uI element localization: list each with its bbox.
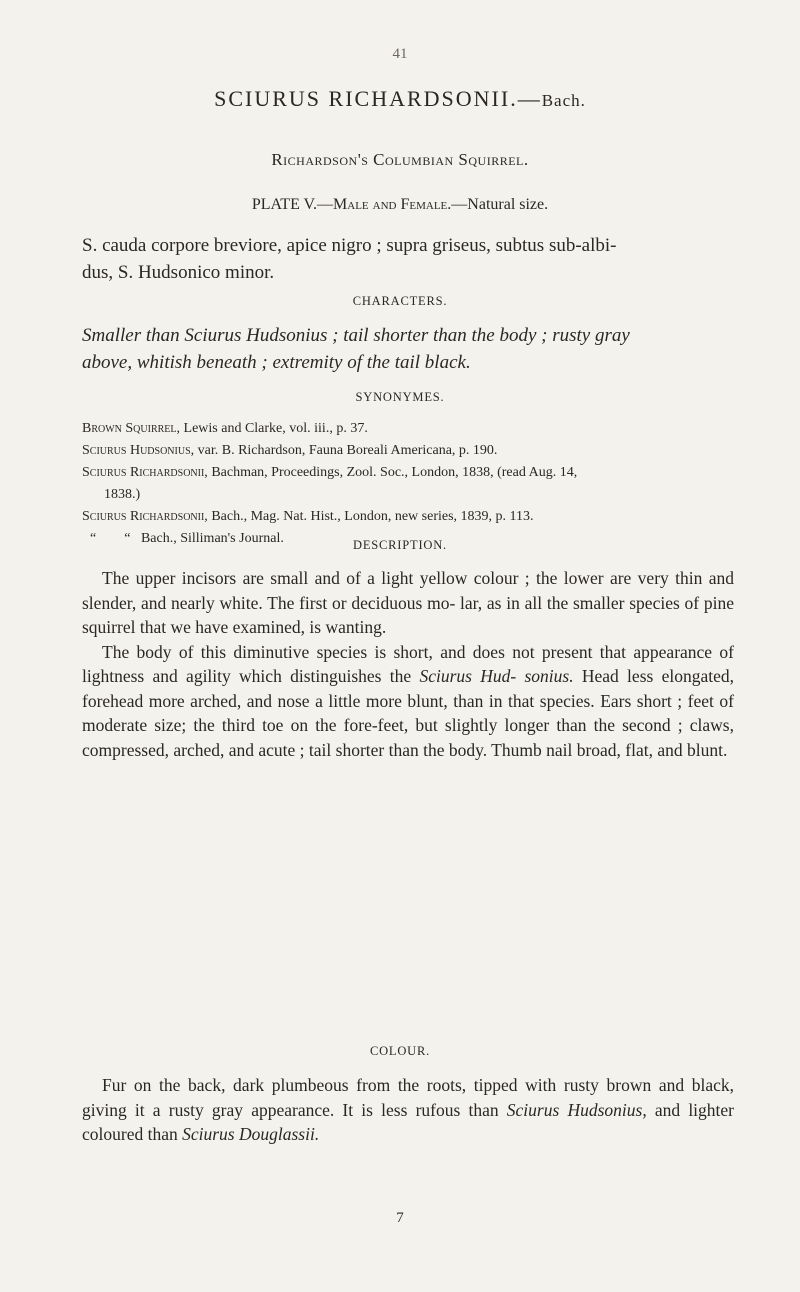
latin-description bbox=[82, 232, 734, 286]
description-paragraph bbox=[82, 640, 734, 763]
plate-size: —Natural size. bbox=[451, 196, 549, 213]
plate-dash: — bbox=[317, 196, 334, 213]
colour-paragraph bbox=[82, 1073, 734, 1147]
synonym-ref: Lewis and Clarke, vol. iii., p. 37. bbox=[183, 421, 368, 436]
synonym-ref: var. B. Richardson, Fauna Boreali Americana, p. 190. bbox=[197, 443, 498, 458]
species-name: Sciurus Douglassii. bbox=[182, 1124, 320, 1144]
synonym-continuation: 1838.) bbox=[104, 487, 141, 502]
page-number: 41 bbox=[392, 46, 408, 62]
characters-line: above, whitish beneath ; extremity of the tail black. bbox=[82, 352, 471, 373]
title-author: Bach. bbox=[541, 91, 586, 110]
synonym-name: Sciurus Richardsonii, bbox=[82, 465, 208, 480]
description-text bbox=[82, 566, 734, 762]
synonym-entry bbox=[82, 506, 742, 528]
plate-sexes: Male and Female. bbox=[333, 196, 452, 213]
synonym-name: Sciurus Richardsonii, bbox=[82, 509, 208, 524]
title-main: SCIURUS RICHARDSONII. bbox=[214, 86, 518, 111]
page-title bbox=[0, 86, 800, 112]
common-name: Richardson's Columbian Squirrel. bbox=[271, 150, 529, 169]
title-dash: — bbox=[517, 86, 542, 111]
text-run: The body of this diminutive species is short, and does not present that appearance of lightness and agility which distinguishes the bbox=[82, 641, 734, 686]
synonym-entry bbox=[82, 418, 742, 440]
text-run: and lighter coloured than bbox=[82, 1099, 735, 1144]
description-paragraph: The upper incisors are small and of a light yellow colour ; the lower are very thin and slender, and nearly white. The first or deciduous mo- lar, as in all the smaller species of pine squirrel that we have examined, is wanting. bbox=[82, 568, 734, 637]
synonym-ref: Bach., Mag. Nat. Hist., London, new series, 1839, p. 113. bbox=[211, 509, 534, 524]
latin-line: S. cauda corpore breviore, apice nigro ; supra griseus, subtus sub-albi- bbox=[82, 235, 617, 256]
synonym-ref: Bachman, Proceedings, Zool. Soc., London, 1838, (read Aug. 14, bbox=[211, 465, 578, 480]
synonymes-heading: SYNONYMES. bbox=[355, 390, 445, 404]
species-name: Sciurus Hudsonius, bbox=[506, 1099, 647, 1120]
colour-heading: COLOUR. bbox=[369, 1044, 431, 1058]
signature-mark: 7 bbox=[396, 1210, 404, 1226]
description-heading: DESCRIPTION. bbox=[353, 538, 447, 552]
plate-line bbox=[0, 196, 800, 214]
characters-heading: CHARACTERS. bbox=[352, 294, 448, 308]
synonym-ref: Bach., Silliman's Journal. bbox=[140, 531, 284, 546]
synonym-entry bbox=[82, 440, 742, 462]
synonym-name: Brown Squirrel, bbox=[82, 421, 181, 436]
characters-text bbox=[82, 322, 742, 376]
text-run: Head less elongated, forehead more arched, and nose a little more blunt, than in that species. Ears short ; feet of moderate size; the third toe on the fore-feet, but slightly longer than the second ; claws, compressed, arched, and acute ; tail shorter than the body. Thumb nail broad, flat, and blunt. bbox=[82, 666, 734, 760]
text-run: Fur on the back, dark plumbeous from the roots, tipped with rusty brown and black, giving it a rusty gray appearance. It is less rufous than bbox=[82, 1075, 734, 1120]
synonym-ditto: “ “ bbox=[90, 531, 131, 546]
synonymes-list bbox=[82, 418, 742, 550]
synonym-name: Sciurus Hudsonius, bbox=[82, 443, 195, 458]
characters-line: Smaller than Sciurus Hudsonius ; tail shorter than the body ; rusty gray bbox=[82, 325, 630, 346]
latin-line: dus, S. Hudsonico minor. bbox=[82, 262, 275, 283]
plate-label: PLATE V. bbox=[251, 196, 318, 213]
species-name: Sciurus Hud- sonius. bbox=[419, 666, 574, 686]
synonym-entry bbox=[82, 462, 742, 484]
colour-text bbox=[82, 1073, 734, 1147]
